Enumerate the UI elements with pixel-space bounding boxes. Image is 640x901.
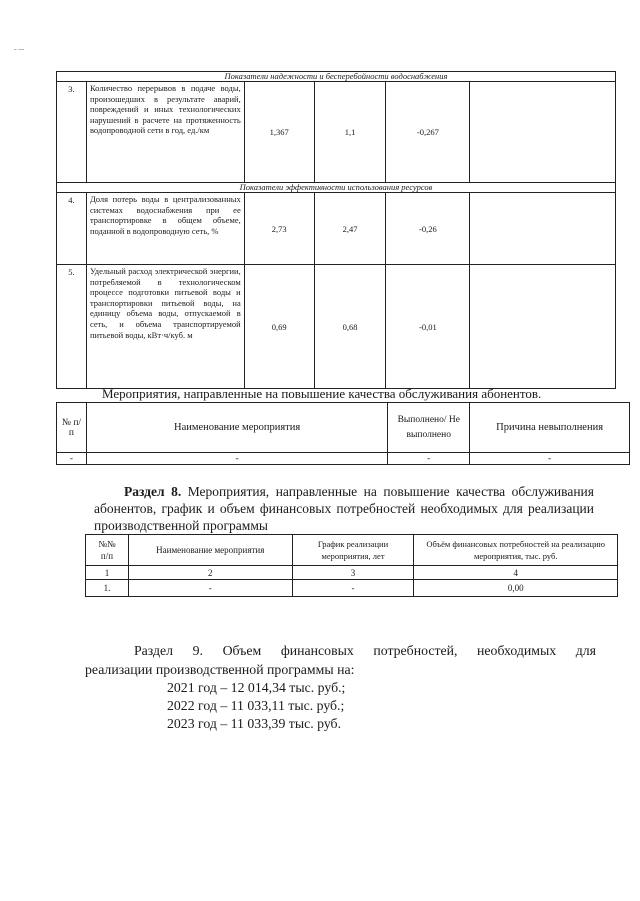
section-header-efficiency [57, 183, 616, 193]
table-cell: - [128, 580, 292, 597]
table-cell: - [57, 453, 87, 465]
indicator-name: Количество перерывов в подаче воды, произошедших в результате аварий, повреждений и иных технологических нарушений в расчете на протяженность водопроводной сети в год, ед./км [86, 82, 244, 183]
value-cell: 1,1 [314, 82, 386, 183]
column-header: Наименование мероприятия [128, 535, 292, 566]
table-row [57, 82, 616, 183]
section-title: Показатели эффективности использования ресурсов [57, 183, 616, 193]
year-amount-item: 2022 год – 11 033,11 тыс. руб.; [167, 698, 345, 713]
table-cell: - [292, 580, 414, 597]
row-number: 3. [57, 82, 87, 183]
table-row [86, 580, 618, 597]
value-cell: 1,367 [244, 82, 314, 183]
section8-label: Раздел 8. [124, 484, 182, 499]
value-cell: 2,73 [244, 193, 314, 265]
indicator-name: Удельный расход электрической энергии, потребляемой в технологическом процессе подготовки питьевой воды и транспортировки питьевой воды, на единицу объема воды, отпускаемой в сеть, и объема транспортируемой питьевой воды, кВт·ч/куб. м [86, 265, 244, 389]
value-cell: -0,26 [386, 193, 470, 265]
indicators-table [56, 71, 616, 389]
section8-table [85, 534, 618, 597]
column-header: График реализации мероприятия, лет [292, 535, 414, 566]
index-cell: 1 [86, 566, 129, 580]
column-header: Наименование мероприятия [86, 403, 387, 453]
table-row [57, 193, 616, 265]
section-title: Показатели надежности и бесперебойности водоснабжения [57, 72, 616, 82]
value-cell: 0,69 [244, 265, 314, 389]
section8-heading [94, 483, 594, 534]
table-cell: 0,00 [414, 580, 618, 597]
value-cell [470, 265, 616, 389]
table-header-row [86, 535, 618, 566]
year-amount-item: 2021 год – 12 014,34 тыс. руб.; [167, 680, 346, 695]
value-cell: 2,47 [314, 193, 386, 265]
table-cell: 1. [86, 580, 129, 597]
value-cell: 0,68 [314, 265, 386, 389]
index-cell: 4 [414, 566, 618, 580]
value-cell: -0,01 [386, 265, 470, 389]
section9-line2: реализации производственной программы на: [85, 662, 355, 677]
table-cell: - [86, 453, 387, 465]
value-cell: -0,267 [386, 82, 470, 183]
section-header-reliability [57, 72, 616, 82]
column-header: № п/п [57, 403, 87, 453]
table-header-row [57, 403, 630, 453]
corner-mark: ˗ ˗˗ [14, 44, 24, 53]
table-cell: - [388, 453, 470, 465]
column-header: Причина невыполнения [470, 403, 630, 453]
value-cell [470, 193, 616, 265]
index-cell: 2 [128, 566, 292, 580]
section9-line1: Раздел 9. Объем финансовых потребностей, необходимых для [134, 643, 596, 658]
section8-text: Мероприятия, направленные на повышение качества обслуживания абонентов, график и объем финансовых потребностей необходимых для реализации производственной программы [94, 484, 594, 533]
index-cell: 3 [292, 566, 414, 580]
value-cell [470, 82, 616, 183]
row-number: 5. [57, 265, 87, 389]
column-header: Объём финансовых потребностей на реализацию мероприятия, тыс. руб. [414, 535, 618, 566]
measures-table [56, 402, 630, 465]
column-header: №№ п/п [86, 535, 129, 566]
indicator-name: Доля потерь воды в централизованных системах водоснабжения при ее транспортировке в общем объеме, поданной в водопроводную сеть, % [86, 193, 244, 265]
table-cell: - [470, 453, 630, 465]
table-index-row [86, 566, 618, 580]
table-row [57, 265, 616, 389]
table-row [57, 453, 630, 465]
year-amount-item: 2023 год – 11 033,39 тыс. руб. [167, 716, 342, 731]
row-number: 4. [57, 193, 87, 265]
measures-title: Мероприятия, направленные на повышение качества обслуживания абонентов. [102, 386, 542, 401]
column-header: Выполнено/ Не выполнено [388, 403, 470, 453]
